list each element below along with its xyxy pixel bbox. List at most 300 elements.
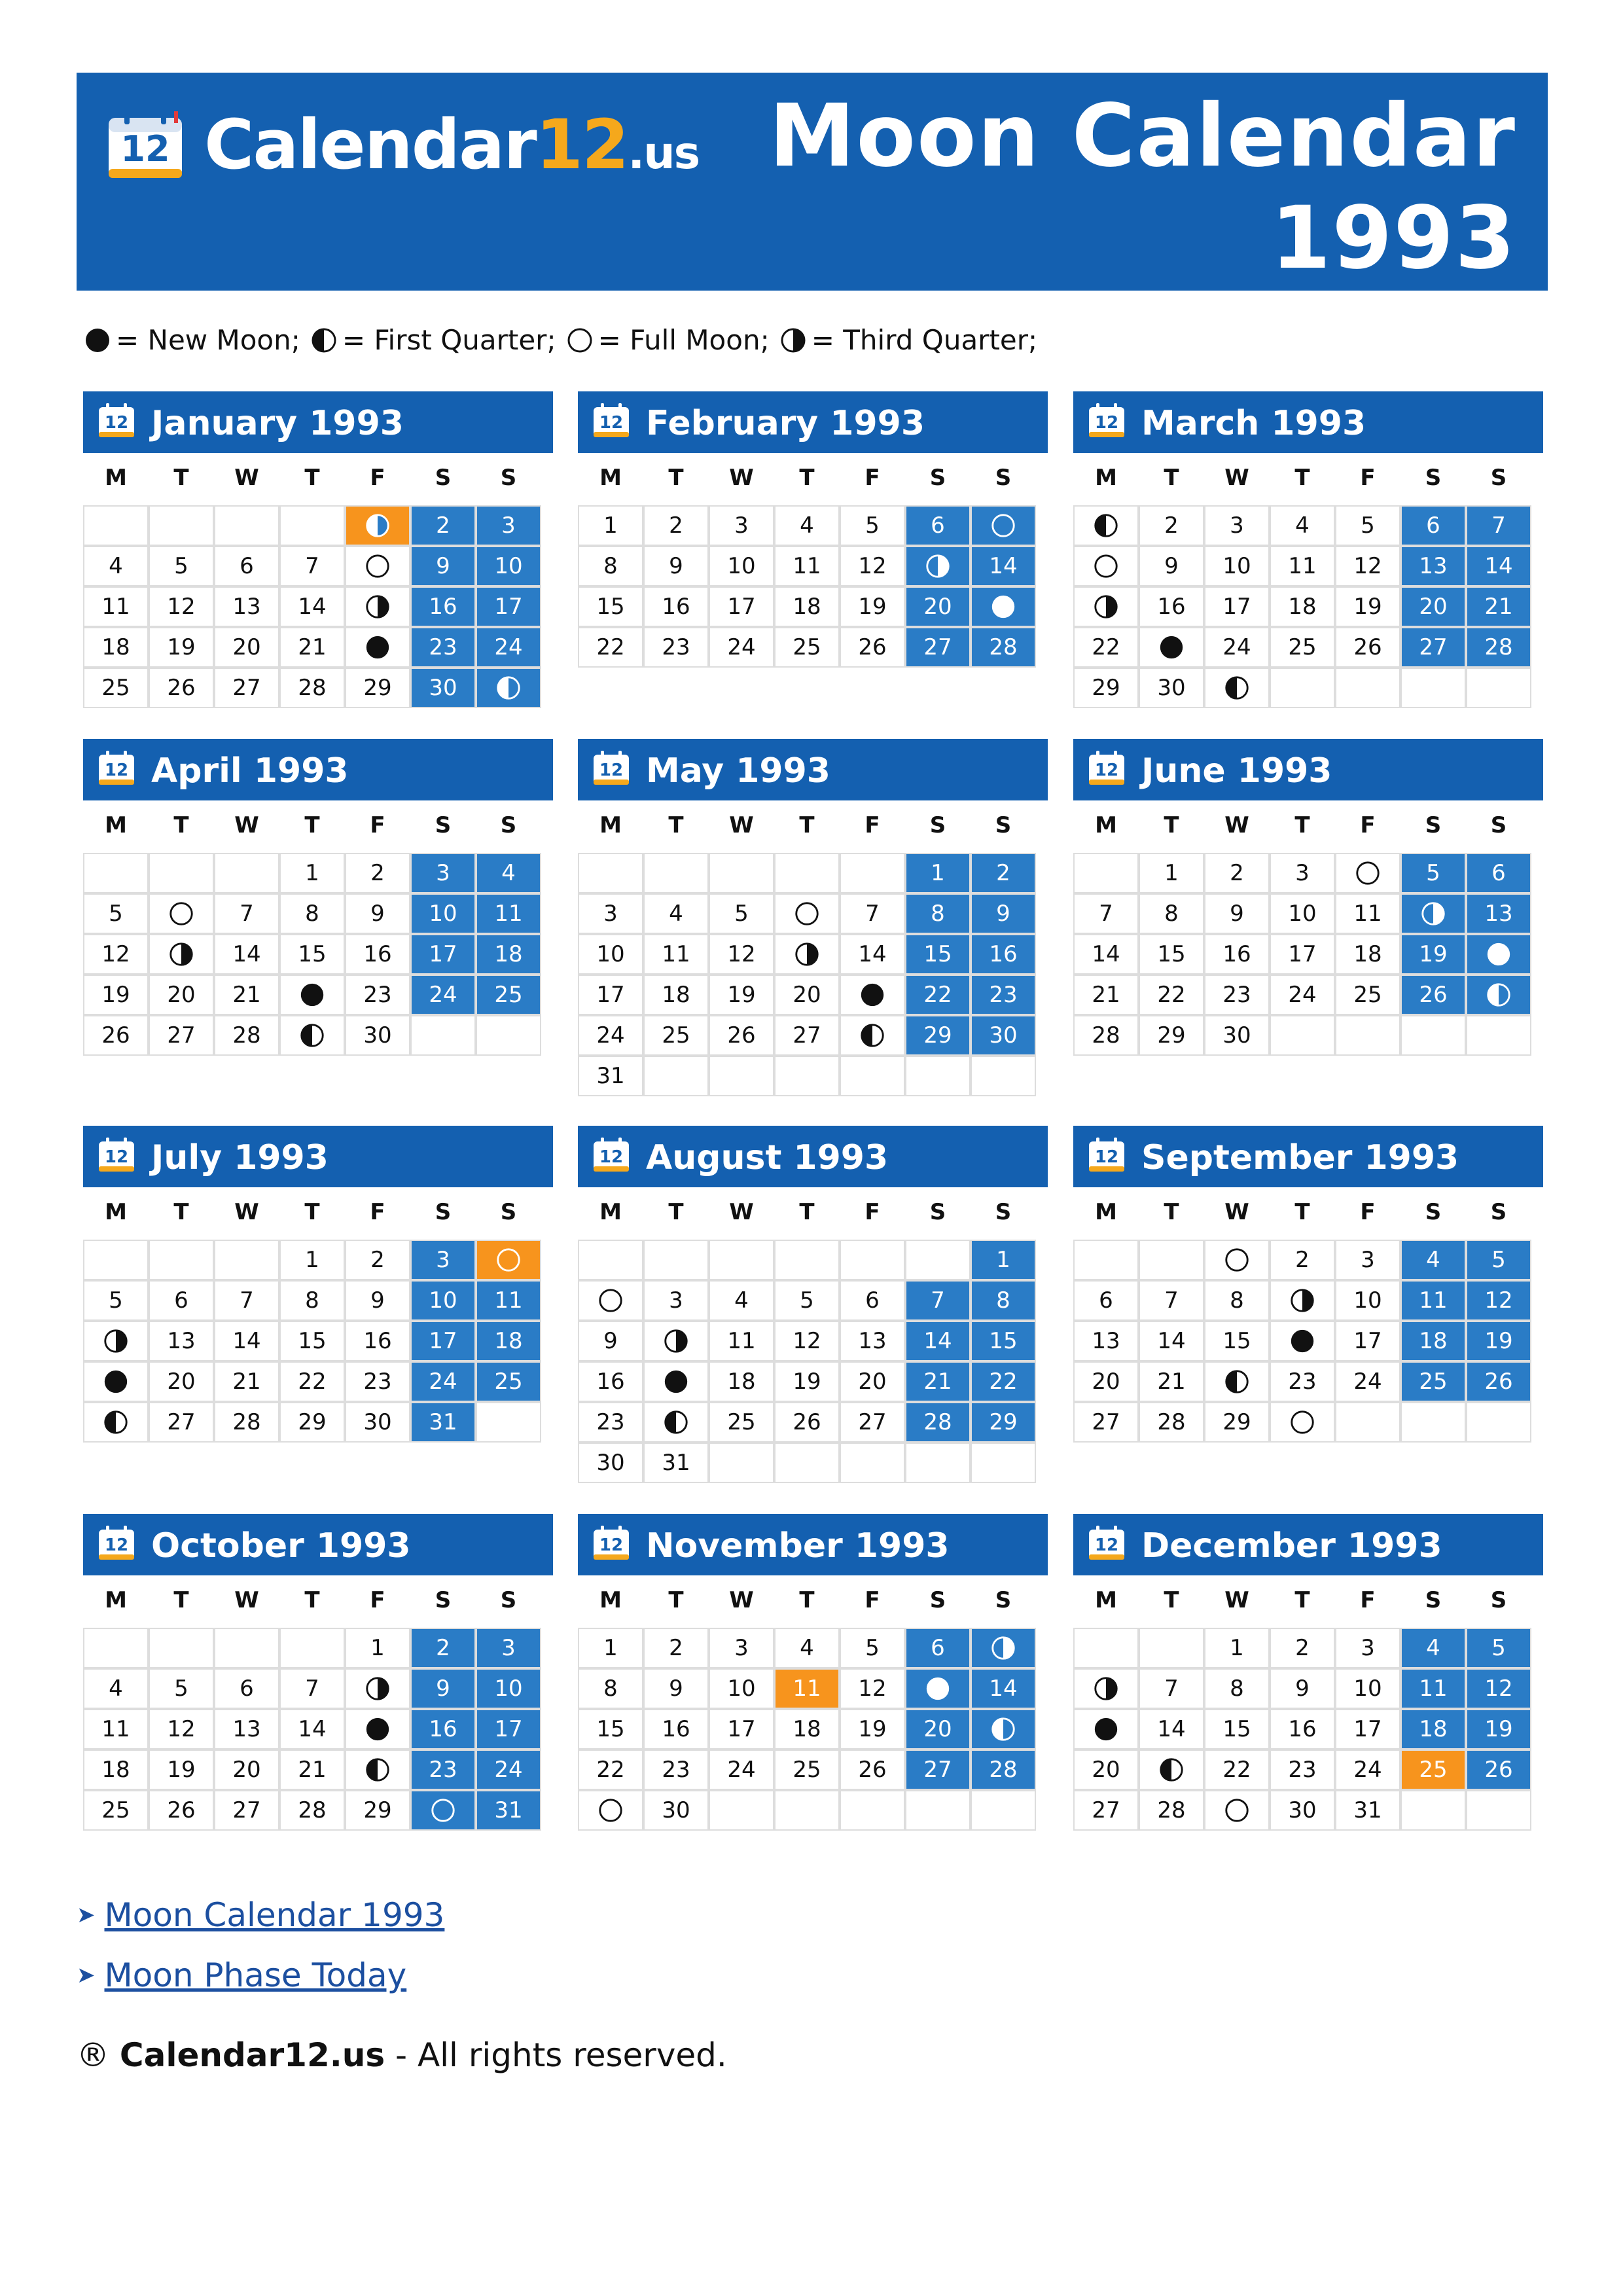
day-number: 30 xyxy=(662,1797,690,1823)
weekday-label: M xyxy=(105,1587,127,1613)
day-cell xyxy=(279,546,345,586)
day-cell xyxy=(1139,1402,1204,1443)
third-moon-icon xyxy=(793,941,821,968)
day-cell xyxy=(410,1280,476,1321)
empty-day-cell xyxy=(1400,1015,1466,1056)
day-cell xyxy=(643,1668,709,1709)
day-number: 20 xyxy=(167,1369,196,1395)
day-cell xyxy=(345,586,410,627)
day-cell xyxy=(1204,1790,1270,1831)
empty-day-cell xyxy=(971,1790,1036,1831)
day-cell xyxy=(578,586,643,627)
day-cell xyxy=(410,505,476,546)
empty-day-cell xyxy=(905,1790,971,1831)
day-number: 15 xyxy=(989,1328,1018,1354)
day-cell xyxy=(345,546,410,586)
weekday-label: W xyxy=(1224,812,1249,838)
full-moon-icon xyxy=(1223,1797,1251,1824)
day-cell xyxy=(149,1402,214,1443)
calendar-icon xyxy=(592,751,630,786)
day-number: 13 xyxy=(858,1328,887,1354)
day-number: 19 xyxy=(167,634,196,660)
day-cell xyxy=(1270,1240,1335,1280)
day-cell xyxy=(279,1709,345,1749)
day-cell xyxy=(709,893,774,934)
day-cell xyxy=(345,668,410,708)
day-number: 10 xyxy=(1353,1287,1382,1314)
weekday-label: W xyxy=(234,812,259,838)
day-number: 15 xyxy=(923,941,952,967)
month-header xyxy=(83,1126,553,1187)
weekday-label: F xyxy=(370,465,385,491)
third-moon-icon xyxy=(662,1327,690,1355)
day-cell xyxy=(1466,934,1531,975)
weekday-label: S xyxy=(1425,1587,1442,1613)
day-number: 23 xyxy=(596,1409,625,1435)
day-cell xyxy=(774,1280,840,1321)
day-number: 29 xyxy=(989,1409,1018,1435)
day-number: 16 xyxy=(429,594,457,620)
moon-phase-today-link[interactable]: Moon Phase Today xyxy=(104,1956,407,1994)
empty-day-cell xyxy=(214,1628,279,1668)
day-number: 7 xyxy=(1099,901,1113,927)
empty-day-cell xyxy=(774,1790,840,1831)
page-year: 1993 xyxy=(1270,188,1516,289)
day-number: 3 xyxy=(501,512,516,539)
day-cell xyxy=(476,1628,541,1668)
day-cell xyxy=(345,934,410,975)
month-header xyxy=(1073,1514,1543,1575)
day-cell xyxy=(410,934,476,975)
day-cell xyxy=(214,934,279,975)
empty-day-cell xyxy=(1270,1015,1335,1056)
weekday-header xyxy=(1073,807,1531,844)
empty-day-cell xyxy=(840,1790,905,1831)
day-number: 16 xyxy=(989,941,1018,967)
empty-day-cell xyxy=(905,1240,971,1280)
day-cell xyxy=(476,1280,541,1321)
day-cell xyxy=(643,1402,709,1443)
empty-day-cell xyxy=(1073,1628,1139,1668)
weekday-label: T xyxy=(304,1199,320,1225)
day-cell xyxy=(1466,893,1531,934)
calendar-icon xyxy=(1088,403,1126,439)
month-title: March 1993 xyxy=(1141,404,1366,443)
day-cell xyxy=(279,1790,345,1831)
day-cell xyxy=(149,668,214,708)
day-cell xyxy=(1270,893,1335,934)
weekday-label: S xyxy=(500,1199,517,1225)
day-number: 7 xyxy=(240,901,254,927)
day-cell xyxy=(1204,627,1270,668)
day-cell xyxy=(1400,853,1466,893)
day-number: 10 xyxy=(1288,901,1317,927)
day-number: 4 xyxy=(800,1635,814,1661)
day-cell xyxy=(643,1321,709,1361)
day-number: 6 xyxy=(931,1635,945,1661)
day-cell xyxy=(971,627,1036,668)
day-cell xyxy=(1270,1749,1335,1790)
empty-day-cell xyxy=(840,1443,905,1483)
day-cell xyxy=(149,1749,214,1790)
day-number: 16 xyxy=(1288,1716,1317,1742)
day-number: 27 xyxy=(232,675,261,701)
calendar-icon-text: 12 xyxy=(1094,413,1119,433)
day-number: 18 xyxy=(727,1369,756,1395)
day-cell xyxy=(1335,586,1400,627)
day-cell xyxy=(149,975,214,1015)
third-moon-icon xyxy=(364,1675,391,1702)
legend-label: = New Moon; xyxy=(116,324,300,356)
day-number: 2 xyxy=(1230,860,1244,886)
day-cell xyxy=(214,1668,279,1709)
day-number: 17 xyxy=(727,1716,756,1742)
day-number: 27 xyxy=(923,634,952,660)
empty-day-cell xyxy=(905,1056,971,1096)
day-cell xyxy=(1466,627,1531,668)
day-cell xyxy=(578,893,643,934)
weekday-label: M xyxy=(1095,1587,1117,1613)
day-cell xyxy=(410,1321,476,1361)
day-number: 29 xyxy=(923,1022,952,1049)
day-cell xyxy=(1335,1280,1400,1321)
calendar-logo-icon xyxy=(106,109,185,181)
day-cell xyxy=(1400,1240,1466,1280)
calendar-icon-text: 12 xyxy=(1094,1147,1119,1167)
day-cell xyxy=(1466,1749,1531,1790)
day-cell xyxy=(578,1280,643,1321)
calendar-icon-text: 12 xyxy=(1094,1535,1119,1555)
day-cell xyxy=(279,586,345,627)
day-number: 4 xyxy=(800,512,814,539)
day-number: 24 xyxy=(494,634,523,660)
day-cell xyxy=(476,893,541,934)
brand-main: Calendar xyxy=(204,105,536,185)
day-cell xyxy=(971,853,1036,893)
day-number: 14 xyxy=(232,941,261,967)
day-number: 9 xyxy=(436,1676,450,1702)
day-cell xyxy=(971,893,1036,934)
day-number: 14 xyxy=(858,941,887,967)
day-number: 16 xyxy=(662,1716,690,1742)
day-cell xyxy=(774,1402,840,1443)
day-cell xyxy=(214,1749,279,1790)
day-cell xyxy=(971,1628,1036,1668)
day-cell xyxy=(578,1361,643,1402)
day-number: 18 xyxy=(1353,941,1382,967)
empty-day-cell xyxy=(149,505,214,546)
day-number: 27 xyxy=(1092,1409,1120,1435)
month-header xyxy=(1073,739,1543,800)
weekday-label: S xyxy=(995,812,1012,838)
full-moon-icon xyxy=(1223,1246,1251,1274)
day-number: 21 xyxy=(1157,1369,1186,1395)
day-cell xyxy=(643,1790,709,1831)
day-cell xyxy=(1270,1790,1335,1831)
day-cell xyxy=(214,546,279,586)
day-cell xyxy=(410,546,476,586)
day-cell xyxy=(1270,1628,1335,1668)
day-cell xyxy=(971,586,1036,627)
day-cell xyxy=(1139,1280,1204,1321)
day-cell xyxy=(1400,546,1466,586)
third-moon-icon xyxy=(168,941,195,968)
weekday-label: M xyxy=(599,1587,622,1613)
day-cell xyxy=(578,1321,643,1361)
day-number: 14 xyxy=(923,1328,952,1354)
day-cell xyxy=(709,627,774,668)
day-cell xyxy=(709,1402,774,1443)
day-number: 5 xyxy=(109,1287,123,1314)
day-cell xyxy=(1400,1709,1466,1749)
day-cell xyxy=(214,1709,279,1749)
day-number: 25 xyxy=(101,1797,130,1823)
day-number: 6 xyxy=(1426,512,1440,539)
day-number: 25 xyxy=(1419,1757,1448,1783)
day-number: 13 xyxy=(1419,553,1448,579)
weekday-label: M xyxy=(1095,1199,1117,1225)
day-cell xyxy=(971,1749,1036,1790)
day-cell xyxy=(83,1321,149,1361)
new-moon-icon xyxy=(102,1368,130,1395)
weekday-label: T xyxy=(1164,1587,1179,1613)
weekday-label: F xyxy=(370,1199,385,1225)
day-cell xyxy=(1270,1361,1335,1402)
day-number: 23 xyxy=(429,1757,457,1783)
weekday-header xyxy=(578,1582,1036,1619)
day-cell xyxy=(279,934,345,975)
day-grid xyxy=(83,505,541,708)
day-cell xyxy=(578,546,643,586)
day-number: 11 xyxy=(1353,901,1382,927)
day-cell xyxy=(476,1668,541,1709)
day-number: 16 xyxy=(1222,941,1251,967)
day-cell xyxy=(643,1361,709,1402)
day-number: 6 xyxy=(240,1676,254,1702)
day-number: 12 xyxy=(1484,1676,1513,1702)
day-number: 2 xyxy=(1295,1635,1310,1661)
day-number: 2 xyxy=(669,512,683,539)
legend-item-full xyxy=(565,321,770,360)
day-grid xyxy=(578,1628,1036,1831)
day-cell xyxy=(709,546,774,586)
month-calendar xyxy=(578,1514,1048,1831)
day-number: 14 xyxy=(298,1716,327,1742)
day-number: 7 xyxy=(305,1676,319,1702)
day-number: 3 xyxy=(1361,1247,1375,1273)
day-grid xyxy=(83,853,541,1056)
empty-day-cell xyxy=(643,853,709,893)
empty-day-cell xyxy=(214,853,279,893)
day-cell xyxy=(345,853,410,893)
day-number: 1 xyxy=(996,1247,1010,1273)
day-cell xyxy=(410,853,476,893)
empty-day-cell xyxy=(476,1402,541,1443)
day-cell xyxy=(643,1015,709,1056)
empty-day-cell xyxy=(840,1056,905,1096)
day-number: 12 xyxy=(101,941,130,967)
day-cell xyxy=(476,1321,541,1361)
month-title: December 1993 xyxy=(1141,1526,1442,1566)
weekday-label: S xyxy=(500,812,517,838)
day-cell xyxy=(1073,1280,1139,1321)
weekday-label: W xyxy=(729,465,754,491)
weekday-label: S xyxy=(929,1587,946,1613)
day-cell xyxy=(774,586,840,627)
day-cell xyxy=(476,505,541,546)
day-number: 3 xyxy=(1361,1635,1375,1661)
day-cell xyxy=(1204,1628,1270,1668)
weekday-label: T xyxy=(799,1587,815,1613)
weekday-label: M xyxy=(599,465,622,491)
day-number: 8 xyxy=(996,1287,1010,1314)
empty-day-cell xyxy=(1139,1628,1204,1668)
day-cell xyxy=(971,1668,1036,1709)
first-moon-icon xyxy=(990,1715,1017,1743)
day-cell xyxy=(643,1280,709,1321)
weekday-label: S xyxy=(929,1199,946,1225)
day-cell xyxy=(643,1749,709,1790)
day-cell xyxy=(214,627,279,668)
day-cell xyxy=(1139,853,1204,893)
first-moon-icon xyxy=(1223,674,1251,702)
day-number: 9 xyxy=(603,1328,618,1354)
day-cell xyxy=(1073,627,1139,668)
new-moon-icon xyxy=(990,593,1017,620)
day-number: 15 xyxy=(596,594,625,620)
day-number: 26 xyxy=(1419,982,1448,1008)
day-number: 29 xyxy=(363,1797,392,1823)
day-number: 21 xyxy=(1484,594,1513,620)
day-cell xyxy=(840,546,905,586)
day-number: 1 xyxy=(305,1247,319,1273)
empty-day-cell xyxy=(643,1056,709,1096)
day-cell xyxy=(476,1709,541,1749)
day-number: 4 xyxy=(669,901,683,927)
day-number: 21 xyxy=(232,982,261,1008)
month-calendar xyxy=(83,391,553,708)
day-number: 9 xyxy=(1230,901,1244,927)
day-number: 14 xyxy=(1092,941,1120,967)
day-cell xyxy=(971,975,1036,1015)
empty-day-cell xyxy=(1139,1240,1204,1280)
day-cell xyxy=(1073,934,1139,975)
day-number: 11 xyxy=(1419,1287,1448,1314)
day-cell xyxy=(345,1402,410,1443)
day-cell xyxy=(905,546,971,586)
link-item xyxy=(77,1885,444,1945)
day-number: 30 xyxy=(989,1022,1018,1049)
month-title: October 1993 xyxy=(151,1526,411,1566)
day-number: 19 xyxy=(1353,594,1382,620)
new-moon-icon xyxy=(1158,634,1185,661)
day-cell xyxy=(1466,1709,1531,1749)
day-cell xyxy=(905,893,971,934)
moon-calendar-link[interactable]: Moon Calendar 1993 xyxy=(104,1896,445,1934)
day-cell xyxy=(578,1402,643,1443)
day-cell xyxy=(578,1749,643,1790)
day-number: 2 xyxy=(436,512,450,539)
day-cell xyxy=(1270,1668,1335,1709)
day-cell xyxy=(1204,1709,1270,1749)
day-number: 8 xyxy=(305,901,319,927)
new-moon-icon xyxy=(364,634,391,661)
day-cell xyxy=(1139,586,1204,627)
day-cell xyxy=(149,1361,214,1402)
day-number: 9 xyxy=(1295,1676,1310,1702)
day-cell xyxy=(578,1443,643,1483)
empty-day-cell xyxy=(149,1628,214,1668)
new-moon-icon xyxy=(662,1368,690,1395)
day-number: 18 xyxy=(101,634,130,660)
weekday-label: T xyxy=(1294,1199,1310,1225)
day-cell xyxy=(709,505,774,546)
month-calendar xyxy=(1073,1126,1543,1443)
day-cell xyxy=(905,586,971,627)
day-cell xyxy=(345,1628,410,1668)
day-number: 28 xyxy=(298,1797,327,1823)
weekday-header xyxy=(83,1194,541,1230)
month-calendar xyxy=(578,739,1048,1096)
day-number: 9 xyxy=(370,901,385,927)
day-cell xyxy=(1270,1321,1335,1361)
day-number: 24 xyxy=(429,982,457,1008)
day-cell xyxy=(1270,853,1335,893)
weekday-label: S xyxy=(1490,465,1507,491)
day-cell xyxy=(774,893,840,934)
day-number: 22 xyxy=(596,634,625,660)
day-number: 16 xyxy=(363,1328,392,1354)
empty-day-cell xyxy=(905,1443,971,1483)
empty-day-cell xyxy=(709,1790,774,1831)
day-cell xyxy=(905,505,971,546)
day-number: 12 xyxy=(727,941,756,967)
day-cell xyxy=(1139,1015,1204,1056)
day-cell xyxy=(774,1321,840,1361)
day-number: 24 xyxy=(494,1757,523,1783)
day-cell xyxy=(1139,627,1204,668)
day-cell xyxy=(643,1628,709,1668)
day-cell xyxy=(643,1443,709,1483)
day-cell xyxy=(971,1015,1036,1056)
day-number: 21 xyxy=(1092,982,1120,1008)
day-cell xyxy=(1335,505,1400,546)
day-number: 30 xyxy=(596,1450,625,1476)
day-cell xyxy=(345,1709,410,1749)
full-moon-icon xyxy=(597,1287,624,1314)
day-number: 19 xyxy=(101,982,130,1008)
day-number: 19 xyxy=(727,982,756,1008)
day-number: 28 xyxy=(923,1409,952,1435)
day-number: 23 xyxy=(1288,1369,1317,1395)
day-cell xyxy=(840,893,905,934)
day-number: 26 xyxy=(858,634,887,660)
day-number: 27 xyxy=(167,1022,196,1049)
day-number: 7 xyxy=(305,553,319,579)
day-number: 10 xyxy=(429,901,457,927)
day-cell xyxy=(1466,546,1531,586)
day-number: 20 xyxy=(793,982,821,1008)
day-number: 5 xyxy=(109,901,123,927)
empty-day-cell xyxy=(578,1240,643,1280)
day-cell xyxy=(1335,1240,1400,1280)
weekday-header xyxy=(1073,459,1531,496)
day-cell xyxy=(476,853,541,893)
day-cell xyxy=(840,1749,905,1790)
empty-day-cell xyxy=(83,1628,149,1668)
day-number: 7 xyxy=(1491,512,1506,539)
day-cell xyxy=(840,975,905,1015)
